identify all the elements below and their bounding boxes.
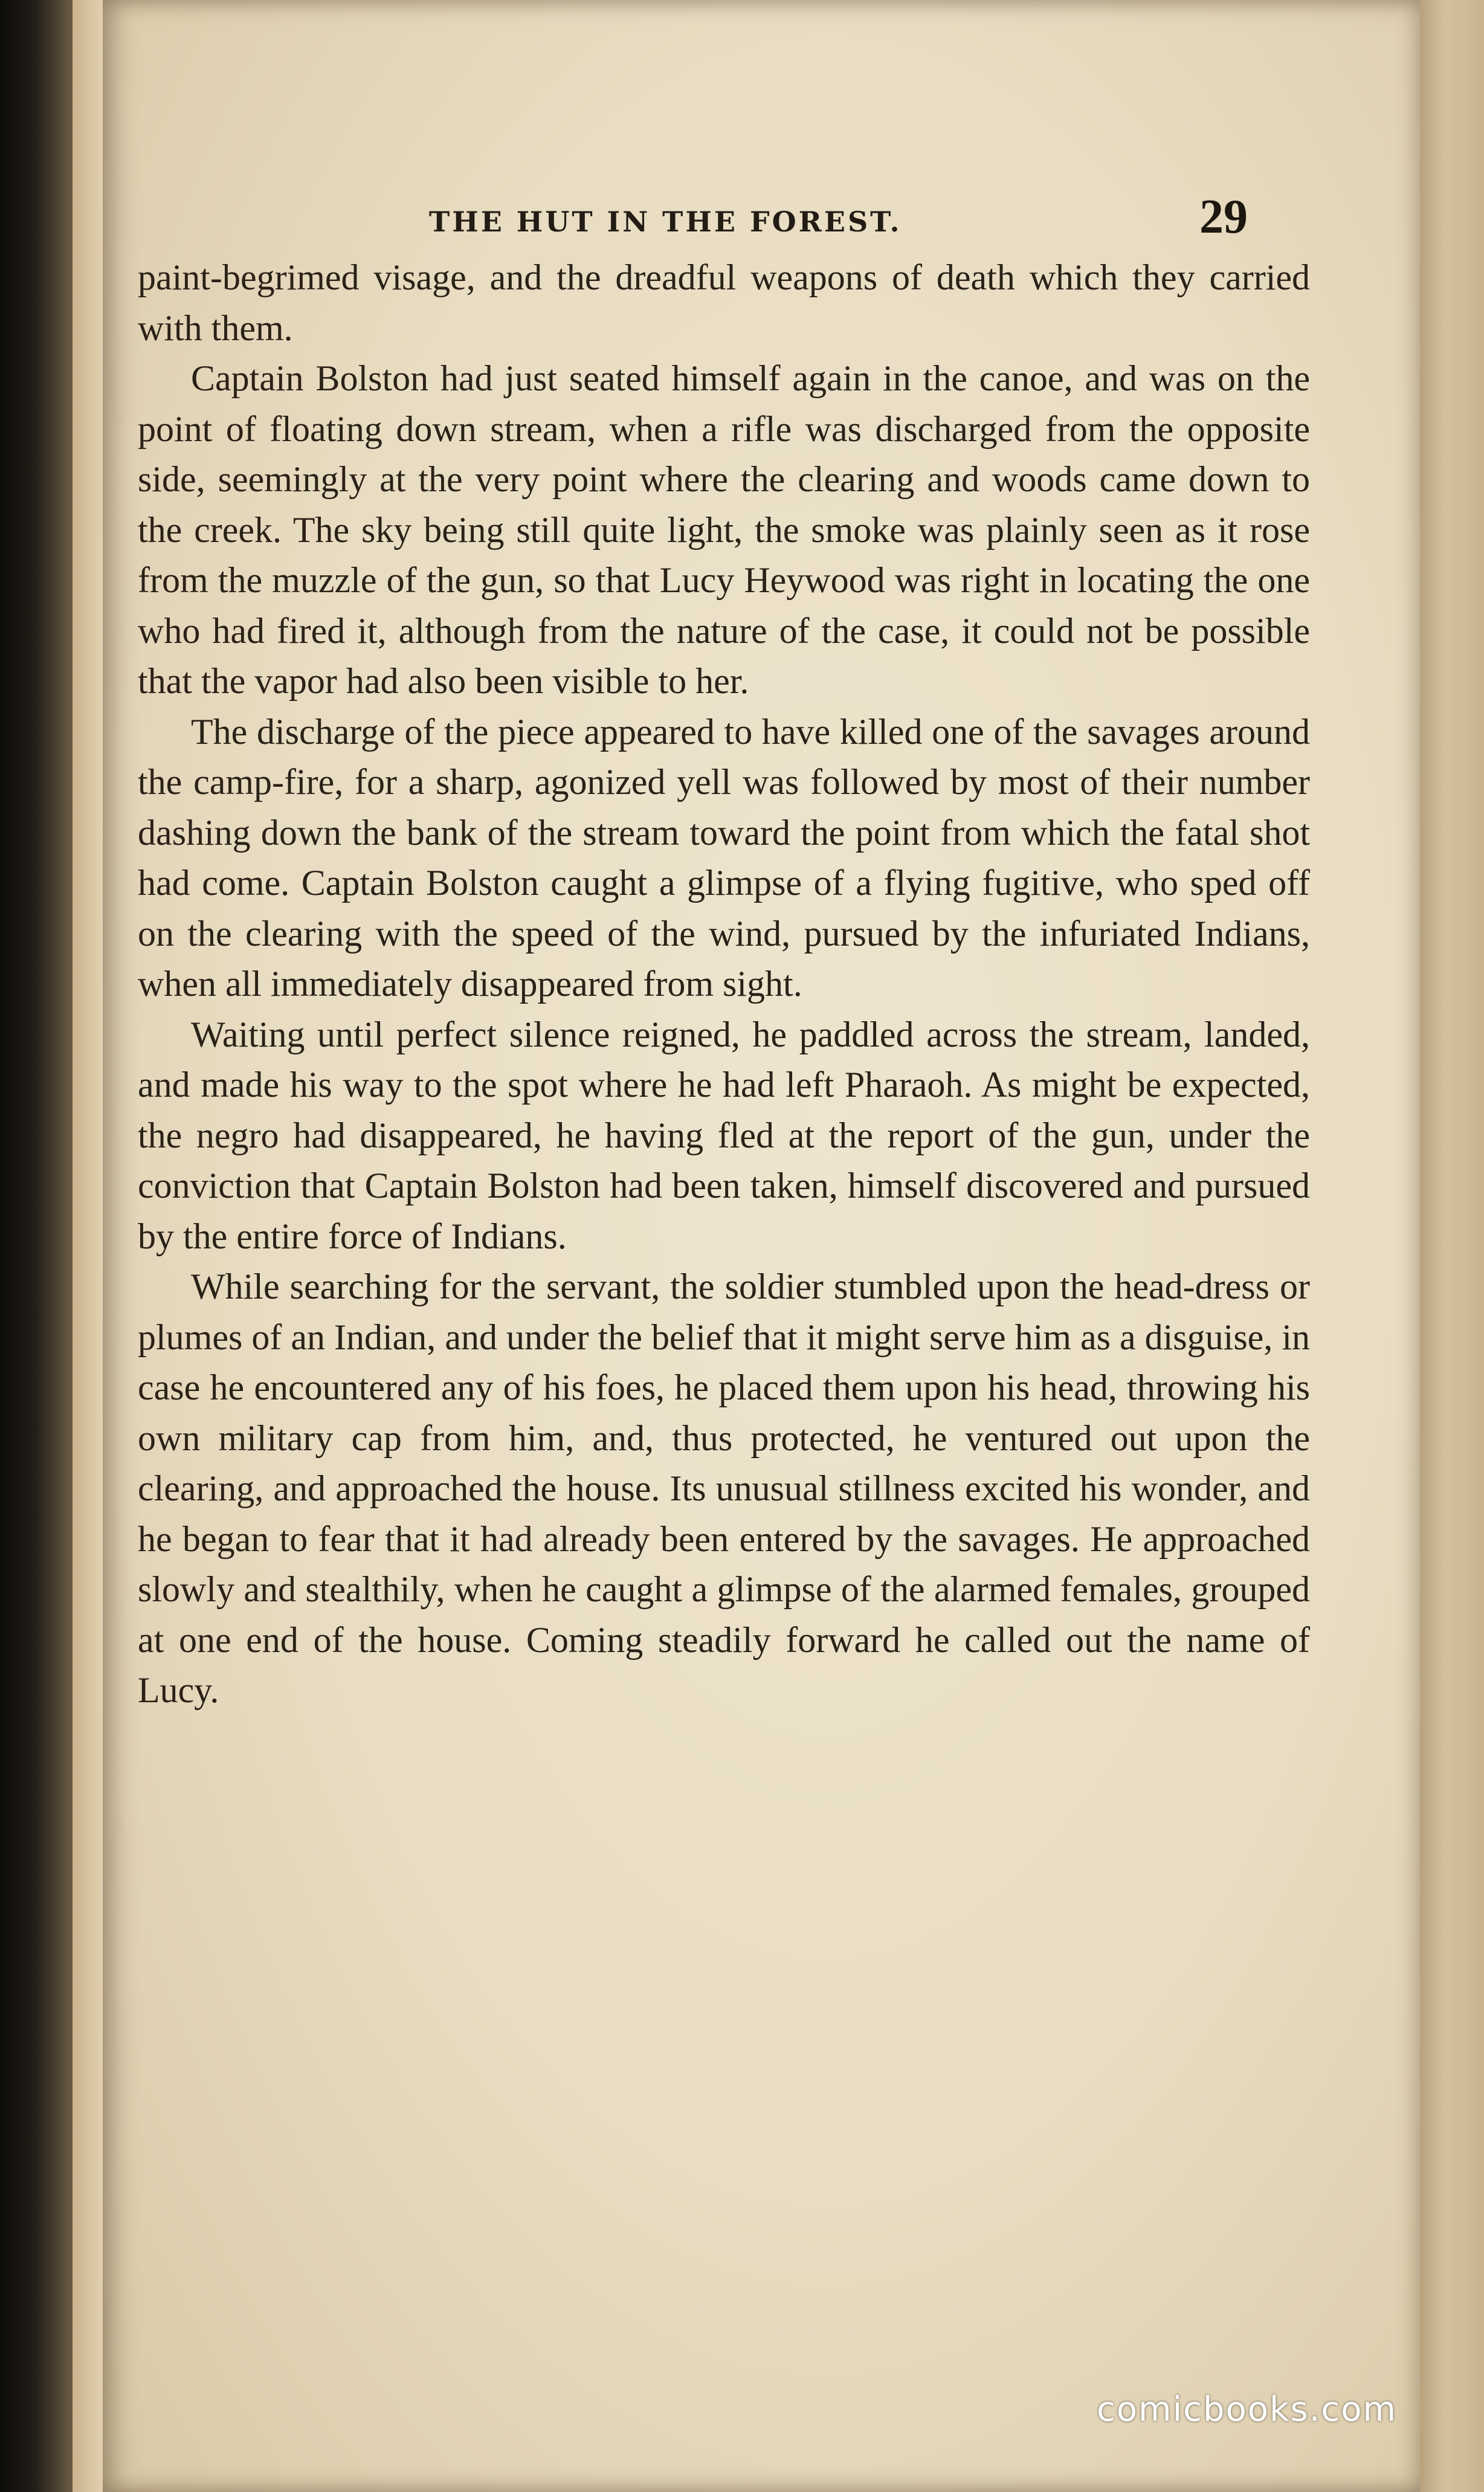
book-page [103, 0, 1420, 2492]
paragraph-3: The discharge of the piece appeared to have killed one of the savages around the camp-fire, for a sharp, agonized yell was followed by most of their number dashing down the bank of the stream toward the point from which the fatal shot had come. Captain Bolston caught a glimpse of a flying fugitive, who sped off on the clearing with the speed of the wind, pursued by the infuriated Indians, when all immediately disappeared from sight. [138, 711, 1310, 1004]
page-body [138, 253, 1310, 1716]
page-number: 29 [1199, 190, 1248, 244]
paragraph-1: paint-begrimed visage, and the dreadful weapons of death which they carried with them. [138, 257, 1310, 348]
running-head: THE HUT IN THE FOREST. [429, 205, 902, 238]
paragraph-4: Waiting until perfect silence reigned, he paddled across the stream, landed, and made his way to the spot where he had left Pharaoh. As might be expected, the negro had disappeared, he having fled at the report of the gun, under the conviction that Captain Bolston had been taken, himself discovered and pursued by the entire force of Indians. [138, 1014, 1310, 1256]
paragraph-2: Captain Bolston had just seated himself again in the canoe, and was on the point of floating down stream, when a rifle was discharged from the opposite side, seemingly at the very point where the clearing and woods came down to the creek. The sky being still quite light, the smoke was plainly seen as it rose from the muzzle of the gun, so that Lucy Heywood was right in locating the one who had fired it, although from the nature of the case, it could not be possible that the vapor had also been visible to her. [138, 358, 1310, 701]
next-page-edge [1420, 0, 1484, 2492]
paragraph-5: While searching for the servant, the soldier stumbled upon the head-dress or plumes of an Indian, and under the belief that it might serve him as a disguise, in case he encountered any of his foes, he placed them upon his head, throwing his own military cap from him, and, thus protected, he ventured out upon the clearing, and approached the house. Its unusual stillness excited his wonder, and he began to fear that it had already been entered by the savages. He approached slowly and stealthily, when he caught a glimpse of the alarmed females, grouped at one end of the house. Coming steadily forward he called out the name of Lucy. [138, 1267, 1310, 1710]
watermark: comicbooks.com [1097, 2390, 1398, 2429]
page-header [103, 181, 1420, 254]
